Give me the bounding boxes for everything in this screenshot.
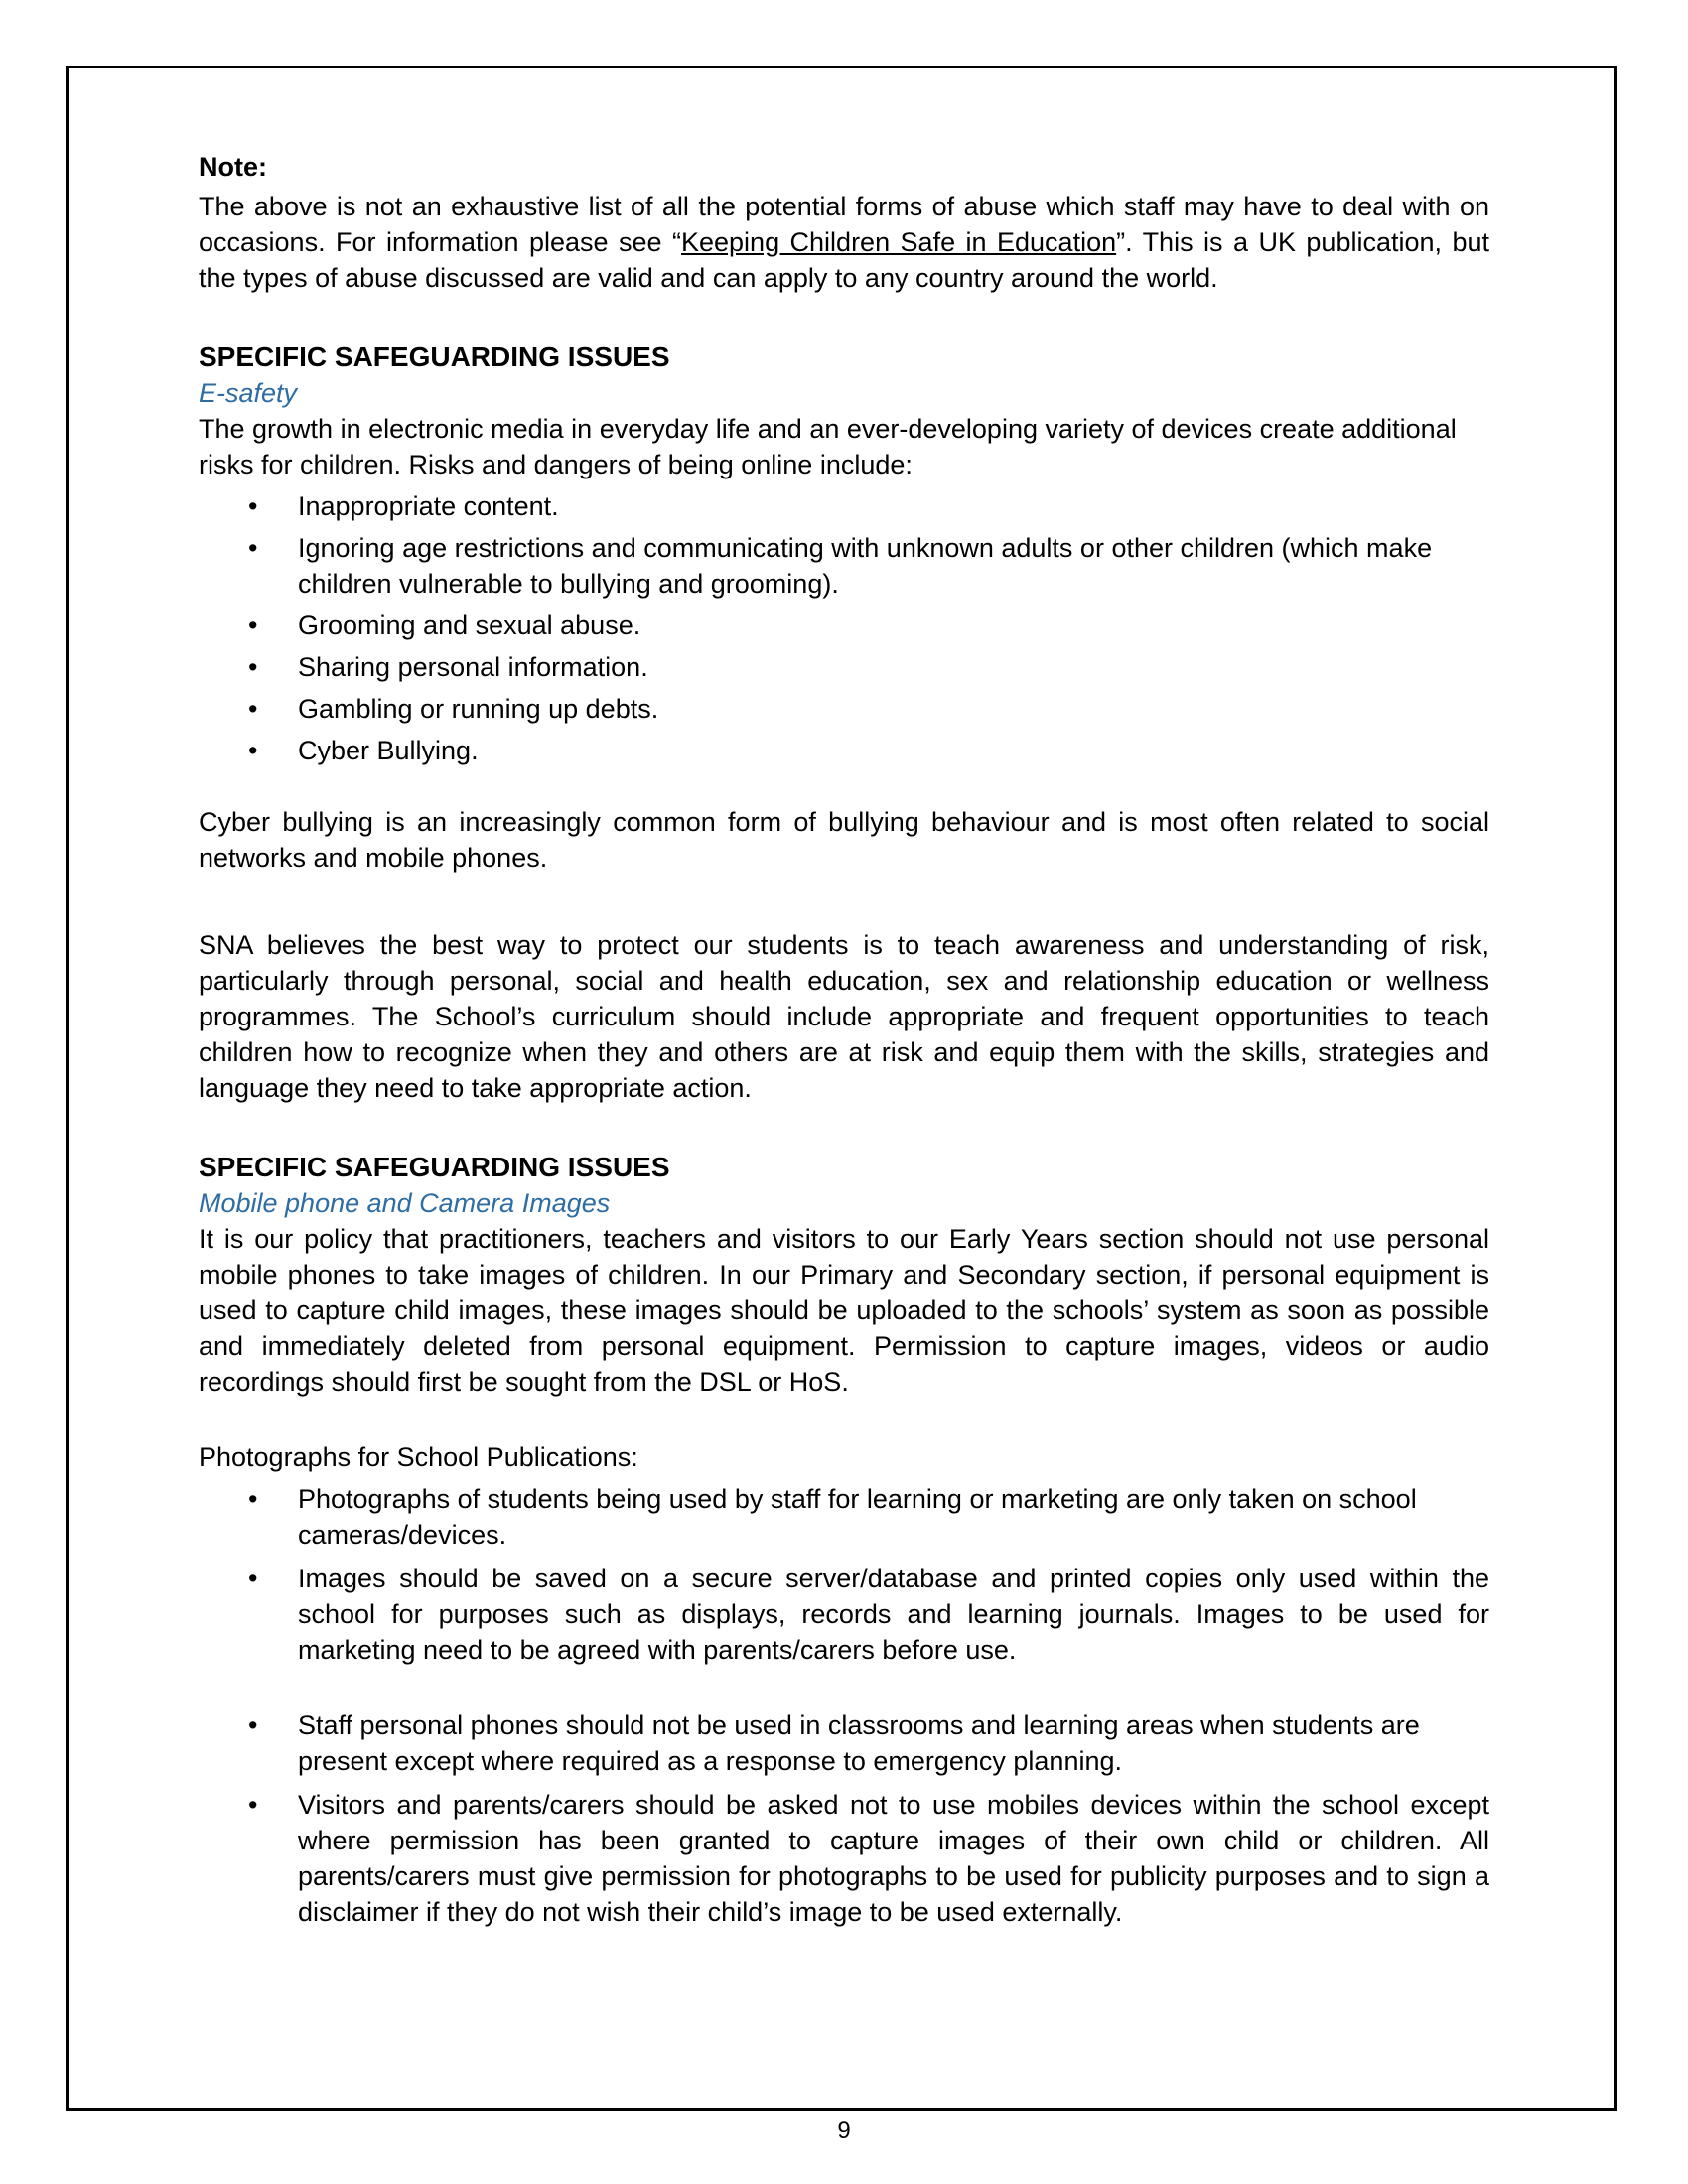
kcsie-link[interactable]: Keeping Children Safe in Education [681, 227, 1117, 257]
list-item: • Staff personal phones should not be used in classrooms and learning areas when students are present except where required as a response to emergency planning. [199, 1707, 1489, 1779]
bullet-icon: • [248, 652, 258, 682]
list-item: • Gambling or running up debts. [199, 691, 1489, 727]
bullet-icon: • [248, 694, 258, 724]
note-text-end: ”. This is a UK publication, but the types of abuse discussed are valid and can apply to any country around the world. [199, 227, 1489, 293]
bullet-icon: • [248, 736, 258, 765]
mobile-policy-paragraph: It is our policy that practitioners, teachers and visitors to our Early Years section should not use personal mobile phones to take images of children. In our Primary and Secondary section, if personal equipment is used to capture child images, these images should be uploaded to the schools’ system as soon as possible and immediately deleted from personal equipment. Permission to capture images, videos or audio recordings should first be sought from the DSL or HoS. [199, 1224, 1489, 1397]
bullet-icon: • [248, 491, 258, 521]
list-item: • Images should be saved on a secure server/database and printed copies only used within the school for purposes such as displays, records and learning journals. Images to be used for marketing need to be agreed with parents/carers before use. [199, 1561, 1489, 1668]
list-item: • Photographs of students being used by staff for learning or marketing are only taken on school cameras/devices. [199, 1481, 1489, 1553]
bullet-icon: • [248, 1484, 258, 1514]
subheading-mobile: Mobile phone and Camera Images [199, 1188, 611, 1218]
note-label: Note: [199, 152, 267, 182]
cyber-bullying-paragraph: Cyber bullying is an increasingly common form of bullying behaviour and is most often related to social networks and mobile phones. [199, 807, 1489, 873]
bullet-icon: • [248, 611, 258, 640]
note-paragraph [199, 189, 1489, 296]
section-heading-esafety: SPECIFIC SAFEGUARDING ISSUES [199, 341, 670, 372]
note-text-start: The above is not an exhaustive list of all the potential forms of abuse which staff may have to deal with on occasions. For information please see “ [199, 192, 1489, 257]
sna-paragraph: SNA believes the best way to protect our students is to teach awareness and understanding of risk, particularly through personal, social and health education, sex and relationship education or wellness programmes. The School’s curriculum should include appropriate and frequent opportunities to teach children how to recognize when they and others are at risk and equip them with the skills, strategies and language they need to take appropriate action. [199, 930, 1489, 1103]
document-body [199, 149, 1489, 1938]
page-number: 9 [837, 2117, 851, 2144]
esafety-intro: The growth in electronic media in everyday life and an ever-developing variety of devices create additional risks for children. Risks and dangers of being online include: [199, 414, 1457, 479]
list-item: • Sharing personal information. [199, 649, 1489, 685]
bullet-icon: • [248, 533, 258, 563]
esafety-risk-list [199, 488, 1489, 768]
list-item: • Grooming and sexual abuse. [199, 608, 1489, 643]
list-item: • Inappropriate content. [199, 488, 1489, 524]
list-item: • Cyber Bullying. [199, 733, 1489, 768]
section-heading-mobile: SPECIFIC SAFEGUARDING ISSUES [199, 1152, 670, 1182]
bullet-icon: • [248, 1564, 258, 1593]
publications-label: Photographs for School Publications: [199, 1442, 638, 1472]
subheading-esafety: E-safety [199, 378, 298, 408]
bullet-icon: • [248, 1710, 258, 1740]
bullet-icon: • [248, 1790, 258, 1820]
list-item: • Visitors and parents/carers should be asked not to use mobiles devices within the school except where permission has been granted to capture images of their own child or children. All parents/carers must give permission for photographs to be used for publicity purposes and to sign a disclaimer if they do not wish their child’s image to be used externally. [199, 1787, 1489, 1930]
publications-list [199, 1481, 1489, 1930]
list-item: • Ignoring age restrictions and communicating with unknown adults or other children (which make children vulnerable to bullying and grooming). [199, 530, 1489, 602]
